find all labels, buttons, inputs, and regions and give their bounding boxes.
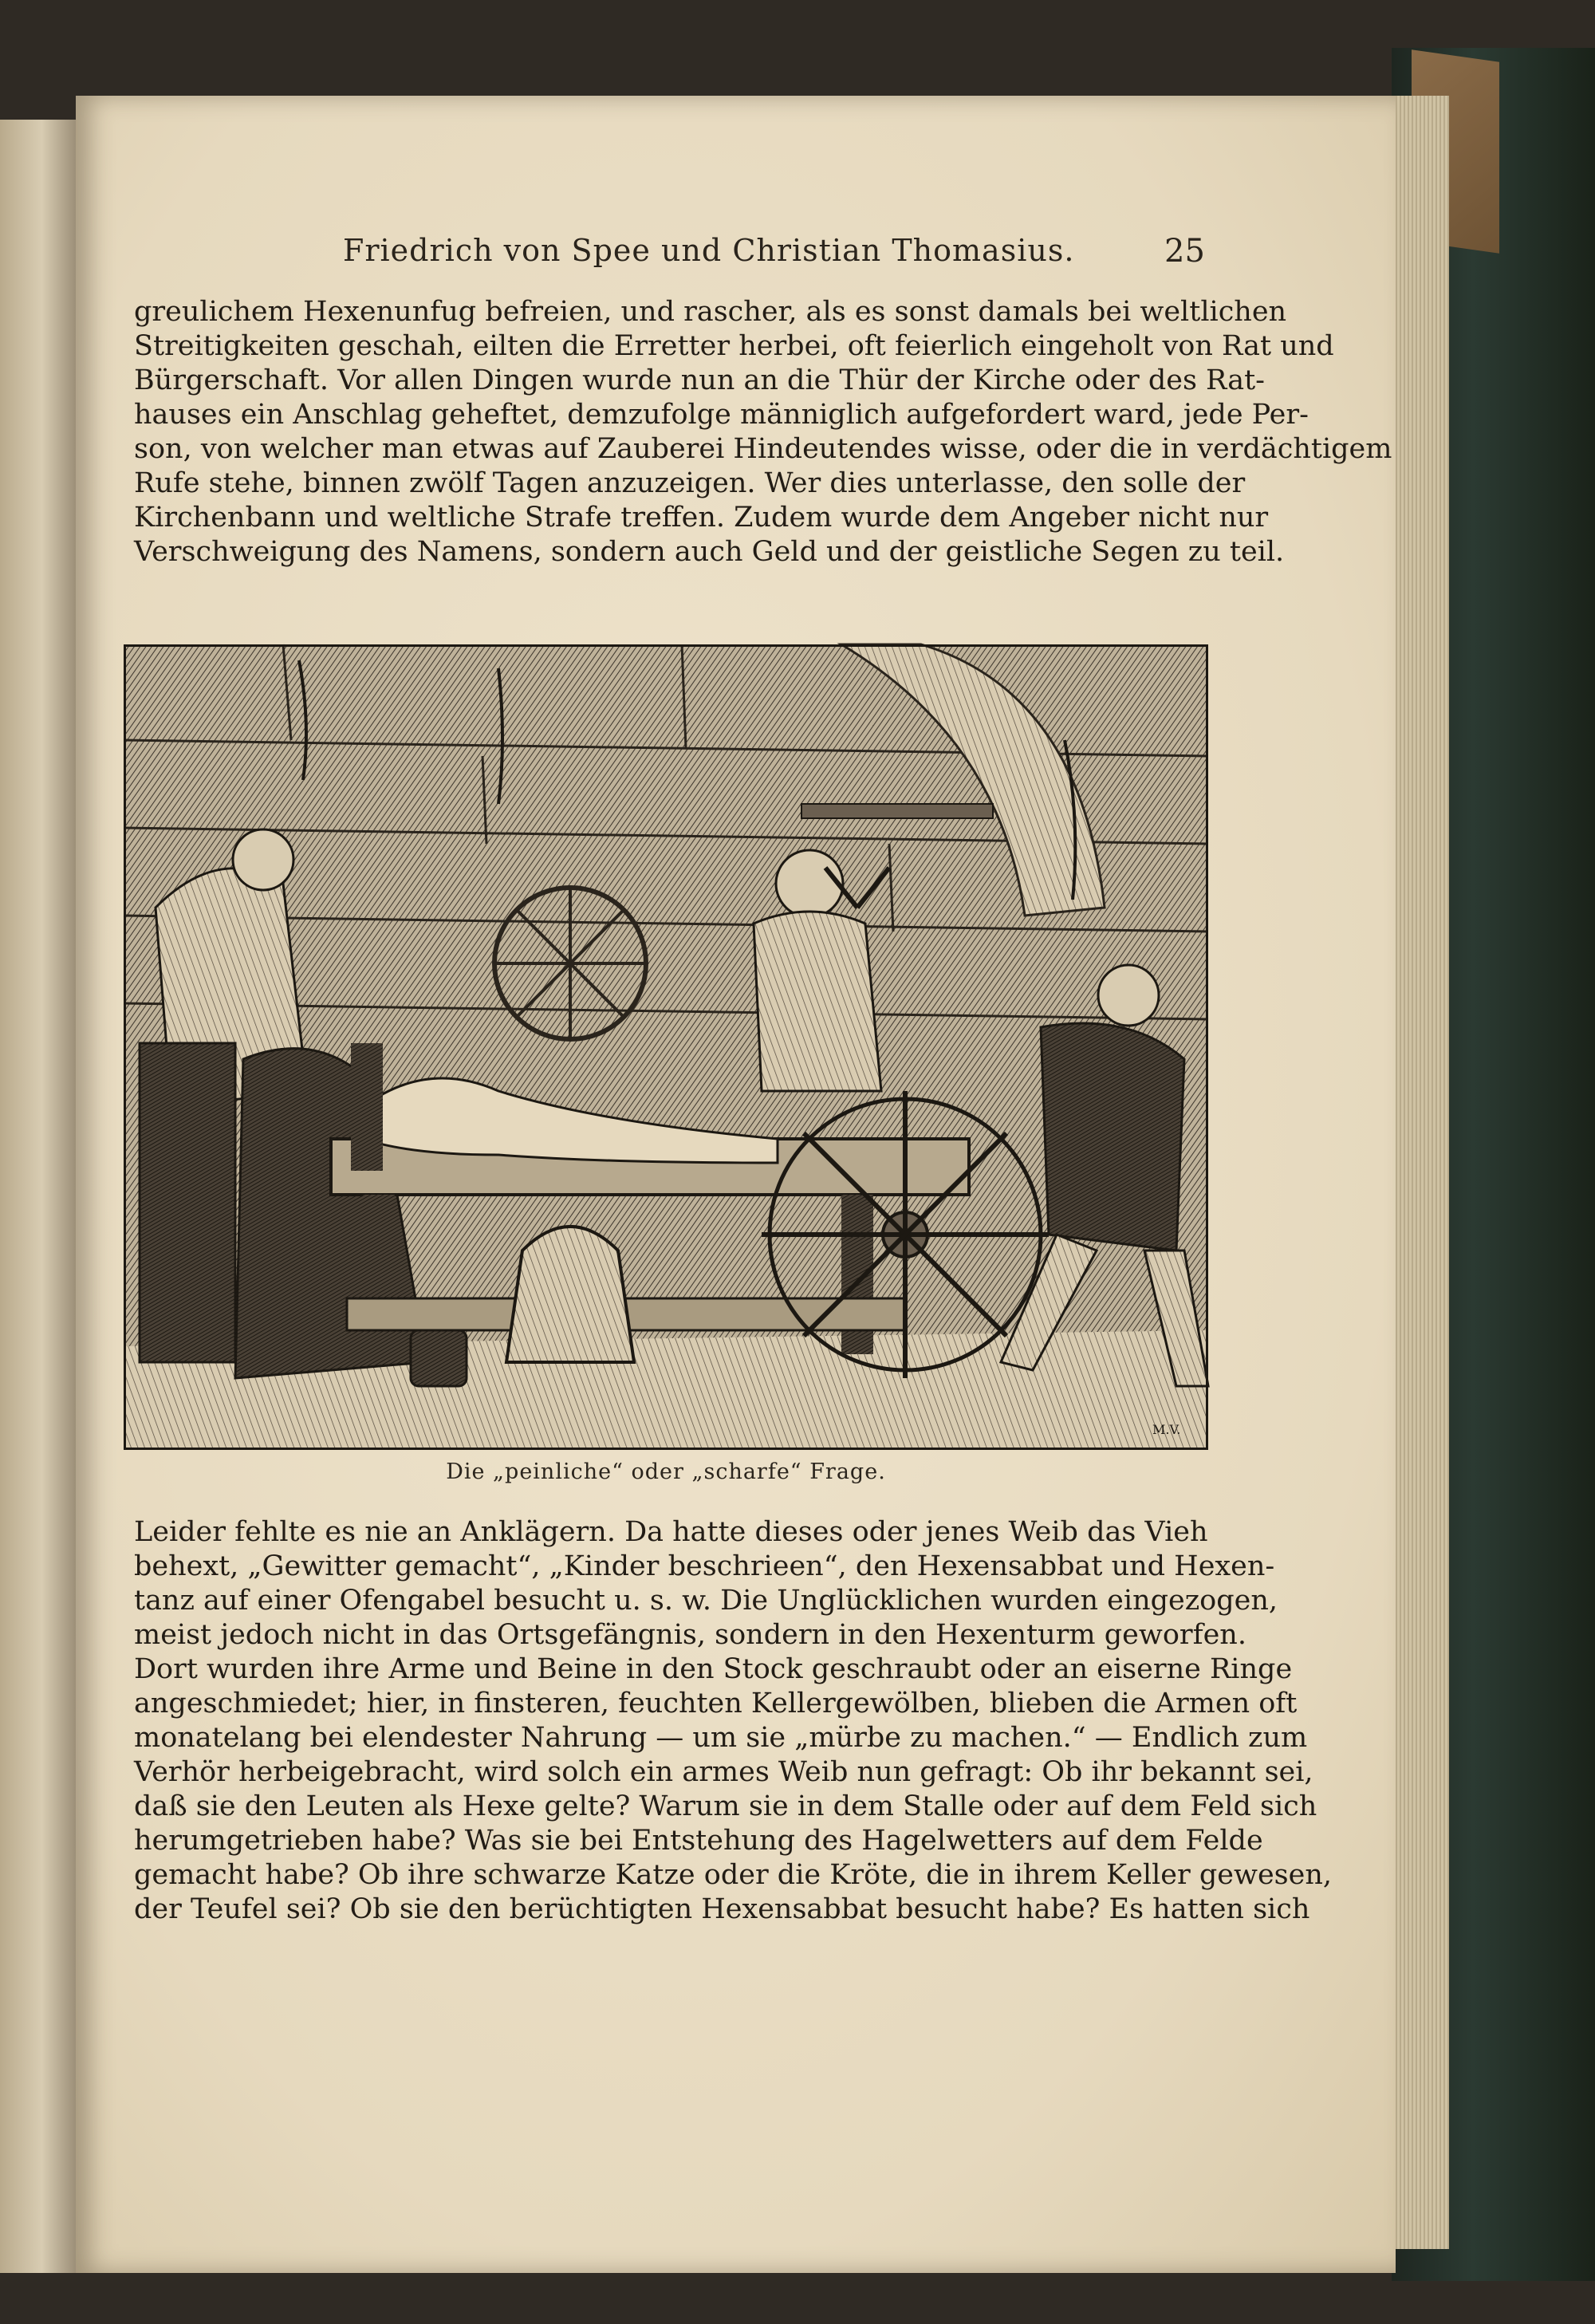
text-line: tanz auf einer Ofengabel besucht u. s. w. Die Unglücklichen wurden eingezogen, xyxy=(134,1585,1278,1617)
text-line: son, von welcher man etwas auf Zauberei Hindeutendes wisse, oder die in verdächtigem xyxy=(134,433,1392,465)
text-line: behext, „Gewitter gemacht“, „Kinder beschrieen“, den Hexensabbat und Hexen- xyxy=(134,1550,1275,1582)
engraving-image xyxy=(124,644,1208,1450)
text-line: hauses ein Anschlag geheftet, demzufolge männiglich aufgefordert ward, jede Per- xyxy=(134,399,1309,431)
text-line: daß sie den Leuten als Hexe gelte? Warum sie in dem Stalle oder auf dem Feld sich xyxy=(134,1790,1317,1822)
page-number: 25 xyxy=(1164,233,1205,270)
page-stack-edge xyxy=(1392,96,1449,2249)
text-line: Rufe stehe, binnen zwölf Tagen anzuzeigen. Wer dies unterlasse, den solle der xyxy=(134,467,1246,499)
paragraph-1 xyxy=(134,295,1392,569)
text-line: angeschmiedet; hier, in finsteren, feuchten Kellergewölben, blieben die Armen oft xyxy=(134,1688,1298,1719)
text-line: Leider fehlte es nie an Anklägern. Da hatte dieses oder jenes Weib das Vieh xyxy=(134,1516,1208,1548)
running-head: Friedrich von Spee und Christian Thomasius. xyxy=(343,233,1075,268)
text-line: greulichem Hexenunfug befreien, und rascher, als es sonst damals bei weltlichen xyxy=(134,296,1287,328)
text-line: Bürgerschaft. Vor allen Dingen wurde nun an die Thür der Kirche oder des Rat- xyxy=(134,364,1265,396)
torture-illustration xyxy=(124,644,1208,1450)
left-page-edge xyxy=(0,120,78,2273)
text-line: Verhör herbeigebracht, wird solch ein armes Weib nun gefragt: Ob ihr bekannt sei, xyxy=(134,1756,1313,1788)
text-line: der Teufel sei? Ob sie den berüchtigten Hexensabbat besucht habe? Es hatten sich xyxy=(134,1893,1310,1925)
text-line: meist jedoch nicht in das Ortsgefängnis, sondern in den Hexenturm geworfen. xyxy=(134,1619,1246,1651)
artist-signature: M.V. xyxy=(1152,1422,1181,1437)
paragraph-2 xyxy=(134,1515,1333,1927)
text-line: monatelang bei elendester Nahrung — um sie „mürbe zu machen.“ — Endlich zum xyxy=(134,1722,1308,1754)
text-line: herumgetrieben habe? Was sie bei Entstehung des Hagelwetters auf dem Felde xyxy=(134,1825,1263,1857)
text-line: Dort wurden ihre Arme und Beine in den Stock geschraubt oder an eiserne Ringe xyxy=(134,1653,1293,1685)
text-line: gemacht habe? Ob ihre schwarze Katze oder die Kröte, die in ihrem Keller gewesen, xyxy=(134,1859,1333,1891)
text-line: Streitigkeiten geschah, eilten die Erretter herbei, oft feierlich eingeholt von Rat und xyxy=(134,330,1334,362)
illustration-caption: Die „peinliche“ oder „scharfe“ Frage. xyxy=(446,1459,886,1484)
text-line: Verschweigung des Namens, sondern auch Geld und der geistliche Segen zu teil. xyxy=(134,536,1285,568)
text-line: Kirchenbann und weltliche Strafe treffen. Zudem wurde dem Angeber nicht nur xyxy=(134,502,1269,534)
